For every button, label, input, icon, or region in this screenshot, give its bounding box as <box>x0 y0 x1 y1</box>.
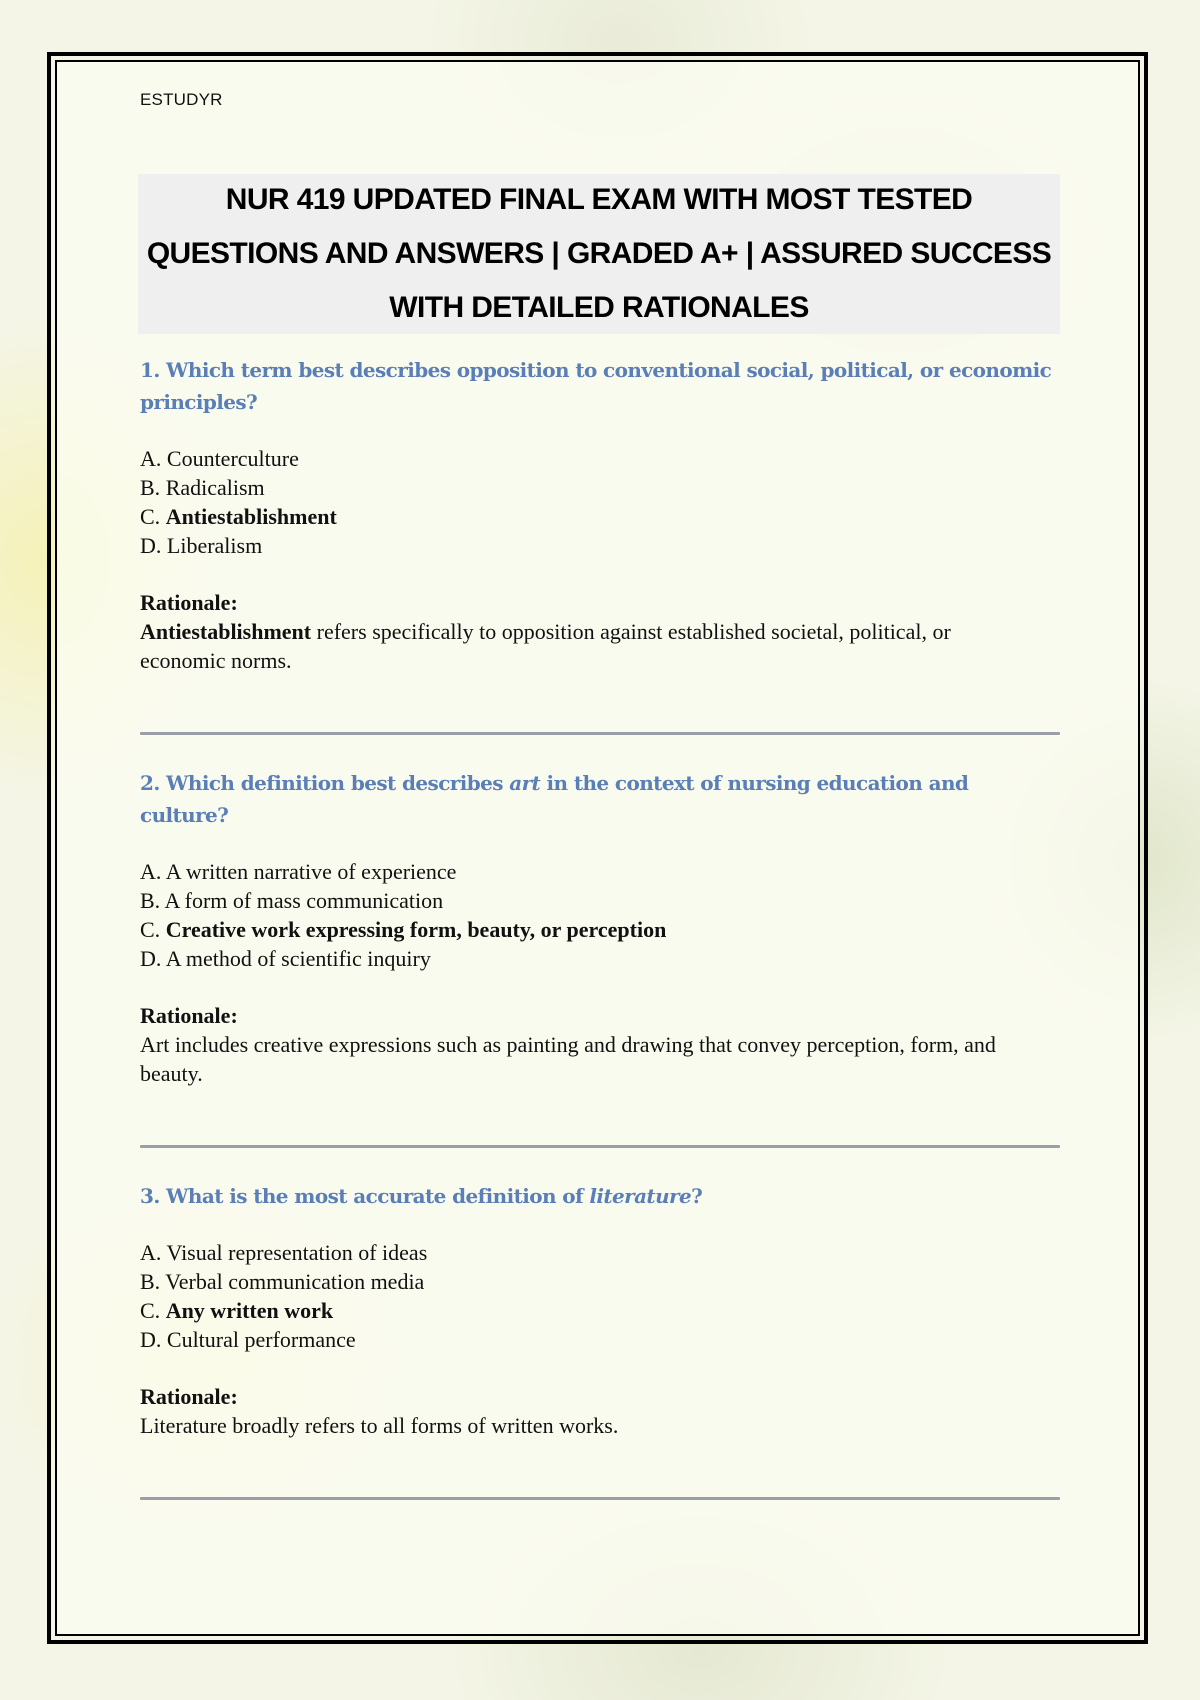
document-title <box>138 174 1060 334</box>
divider <box>140 1497 1060 1500</box>
question-stem <box>140 354 1060 418</box>
page-border <box>47 52 1148 1644</box>
option-b: B. A form of mass communication <box>140 888 444 913</box>
option-b: B. Verbal communication media <box>140 1269 425 1294</box>
question-1 <box>140 354 1060 675</box>
option-d: D. A method of scientific inquiry <box>140 946 431 971</box>
divider <box>140 732 1060 735</box>
option-a: A. A written narrative of experience <box>140 859 457 884</box>
rationale-text: Literature broadly refers to all forms of written works. <box>140 1413 619 1438</box>
option-c-correct: C. Creative work expressing form, beauty, or perception <box>140 917 667 942</box>
question-stem: 2. Which definition best describes art in the context of nursing education and culture? <box>140 771 969 827</box>
question-stem-line: principles? <box>140 390 258 414</box>
questions-list <box>140 354 1060 1500</box>
rationale-label: Rationale: <box>140 590 238 615</box>
brand-header: ESTUDYR <box>140 90 223 109</box>
option-c-correct: C. Any written work <box>140 1298 334 1323</box>
title-line: QUESTIONS AND ANSWERS | GRADED A+ | ASSURED SUCCESS <box>146 237 1052 270</box>
option-b: B. Radicalism <box>140 475 265 500</box>
rationale-label: Rationale: <box>140 1003 238 1028</box>
option-c-correct: C. Antiestablishment <box>140 504 337 529</box>
answer-options <box>140 444 1060 560</box>
title-line: NUR 419 UPDATED FINAL EXAM WITH MOST TESTED <box>225 183 973 216</box>
option-a: A. Counterculture <box>140 446 299 471</box>
divider <box>140 1145 1060 1148</box>
rationale-label: Rationale: <box>140 1384 238 1409</box>
page <box>55 60 1140 1636</box>
question-stem-line: 1. Which term best describes opposition to conventional social, political, or economic <box>140 358 1052 382</box>
question-3 <box>140 1180 1060 1440</box>
answer-options <box>140 1238 1060 1354</box>
title-line: WITH DETAILED RATIONALES <box>389 291 809 324</box>
question-stem: 3. What is the most accurate definition of literature? <box>140 1184 703 1208</box>
rationale-text: Antiestablishment refers specifically to opposition against established societal, political, or economic norms. <box>140 619 951 673</box>
rationale-text: Art includes creative expressions such as painting and drawing that convey perception, form, and beauty. <box>140 1032 996 1086</box>
option-a: A. Visual representation of ideas <box>140 1240 428 1265</box>
answer-options <box>140 857 1060 973</box>
option-d: D. Cultural performance <box>140 1327 356 1352</box>
rationale-term: Antiestablishment <box>140 619 312 644</box>
question-2 <box>140 767 1060 1088</box>
option-d: D. Liberalism <box>140 533 263 558</box>
